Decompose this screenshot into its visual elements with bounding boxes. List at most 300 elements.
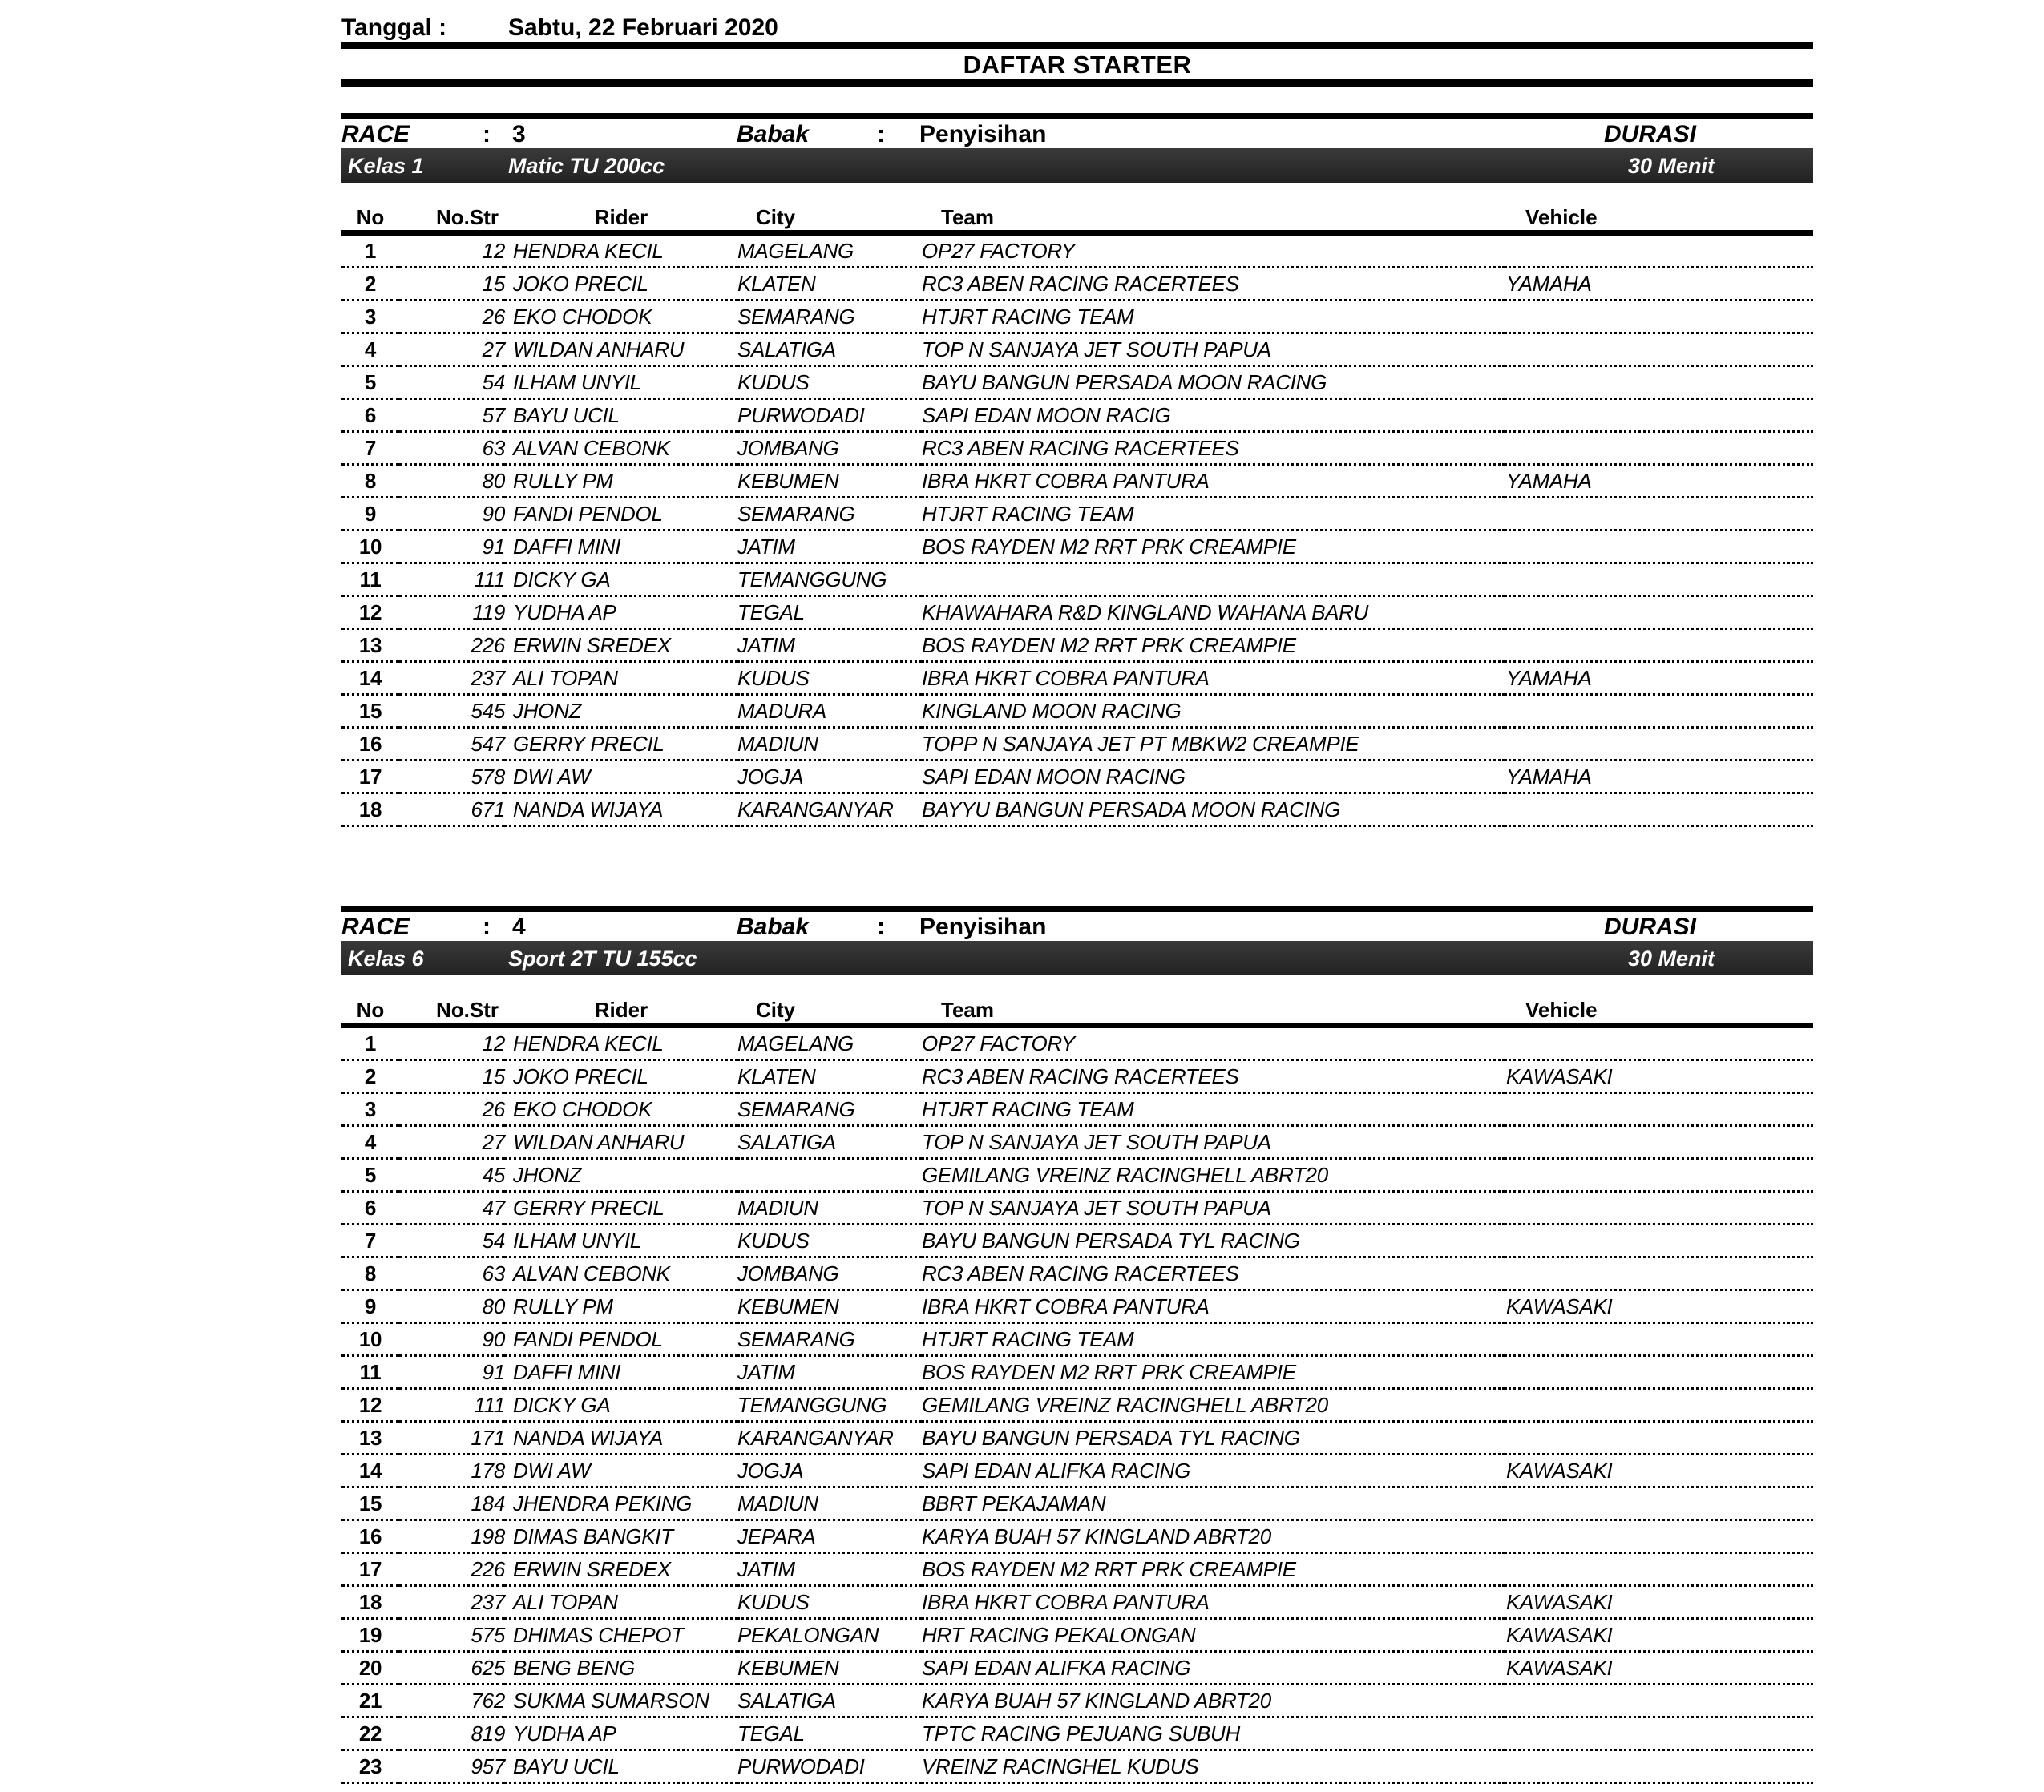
rider-name: ERWIN SREDEX (505, 629, 737, 662)
race-section-3 (341, 113, 1813, 827)
start-number: 575 (399, 1619, 505, 1652)
rider-name: JOKO PRECIL (505, 1060, 737, 1093)
row-no: 5 (341, 1159, 399, 1192)
city: SALATIGA (737, 1685, 922, 1717)
babak-value: Penyisihan (919, 914, 1047, 940)
city: MAGELANG (737, 233, 922, 268)
table-row (341, 366, 1813, 399)
start-number: 27 (399, 333, 505, 366)
vehicle (1505, 695, 1813, 728)
column-header-nostr: No.Str (399, 205, 505, 233)
table-row (341, 1159, 1813, 1192)
table-row (341, 1619, 1813, 1652)
rider-name: DICKY GA (505, 1389, 737, 1422)
city: MADIUN (737, 1487, 922, 1520)
row-no: 4 (341, 333, 399, 366)
row-no: 13 (341, 1422, 399, 1455)
rider-name: JOKO PRECIL (505, 268, 737, 301)
table-row (341, 498, 1813, 531)
divider-line (341, 79, 1813, 87)
vehicle (1505, 629, 1813, 662)
vehicle (1505, 531, 1813, 563)
start-number: 625 (399, 1652, 505, 1685)
team: HRT RACING PEKALONGAN (922, 1619, 1505, 1652)
vehicle (1505, 1026, 1813, 1060)
vehicle: KAWASAKI (1505, 1619, 1813, 1652)
team: SAPI EDAN ALIFKA RACING (922, 1652, 1505, 1685)
vehicle (1505, 1093, 1813, 1126)
row-no: 5 (341, 366, 399, 399)
table-row (341, 268, 1813, 301)
city: KUDUS (737, 1586, 922, 1619)
rider-name: ALI TOPAN (505, 662, 737, 695)
vehicle (1505, 1159, 1813, 1192)
team: KINGLAND MOON RACING (922, 695, 1505, 728)
vehicle: YAMAHA (1505, 761, 1813, 793)
row-no: 8 (341, 465, 399, 498)
team: SAPI EDAN MOON RACIG (922, 399, 1505, 432)
durasi-label: DURASI (1604, 121, 1697, 147)
race-header (341, 119, 1813, 148)
city: SEMARANG (737, 498, 922, 531)
team: RC3 ABEN RACING RACERTEES (922, 1060, 1505, 1093)
race-label: RACE (341, 121, 410, 147)
start-number: 226 (399, 629, 505, 662)
row-no: 11 (341, 563, 399, 596)
rider-name: ERWIN SREDEX (505, 1553, 737, 1586)
column-header-no: No (341, 205, 399, 233)
table-row (341, 1026, 1813, 1060)
table-row (341, 793, 1813, 826)
vehicle (1505, 498, 1813, 531)
vehicle (1505, 233, 1813, 268)
team: BOS RAYDEN M2 RRT PRK CREAMPIE (922, 629, 1505, 662)
city: SALATIGA (737, 1126, 922, 1159)
row-no: 17 (341, 1553, 399, 1586)
start-number: 80 (399, 1290, 505, 1323)
start-number: 762 (399, 1685, 505, 1717)
colon: : (877, 914, 885, 940)
vehicle: KAWASAKI (1505, 1652, 1813, 1685)
city: KEBUMEN (737, 465, 922, 498)
row-no: 16 (341, 728, 399, 761)
city: KARANGANYAR (737, 793, 922, 826)
document-sheet (341, 0, 1813, 1784)
row-no: 20 (341, 1652, 399, 1685)
start-number: 45 (399, 1159, 505, 1192)
row-no: 1 (341, 1026, 399, 1060)
city: KLATEN (737, 1060, 922, 1093)
row-no: 7 (341, 1225, 399, 1257)
city: JATIM (737, 1553, 922, 1586)
race-header (341, 912, 1813, 941)
row-no: 23 (341, 1750, 399, 1783)
vehicle (1505, 432, 1813, 465)
row-no: 14 (341, 1455, 399, 1487)
vehicle (1505, 1717, 1813, 1750)
date-row (341, 0, 1813, 42)
team: BBRT PEKAJAMAN (922, 1487, 1505, 1520)
rider-name: ILHAM UNYIL (505, 1225, 737, 1257)
row-no: 13 (341, 629, 399, 662)
start-number: 171 (399, 1422, 505, 1455)
race-number: 4 (512, 914, 526, 940)
table-row (341, 1553, 1813, 1586)
team: RC3 ABEN RACING RACERTEES (922, 432, 1505, 465)
rider-name: DIMAS BANGKIT (505, 1520, 737, 1553)
class-duration: 30 Menit (1627, 946, 1715, 971)
row-no: 1 (341, 233, 399, 268)
table-row (341, 596, 1813, 629)
team: BAYYU BANGUN PERSADA MOON RACING (922, 793, 1505, 826)
row-no: 21 (341, 1685, 399, 1717)
table-row (341, 1356, 1813, 1389)
class-bar (341, 148, 1813, 183)
team: SAPI EDAN MOON RACING (922, 761, 1505, 793)
class-label: Kelas 6 (348, 946, 424, 971)
class-duration: 30 Menit (1627, 154, 1715, 178)
section-top-border (341, 906, 1813, 912)
durasi-label: DURASI (1604, 914, 1697, 940)
team: OP27 FACTORY (922, 233, 1505, 268)
vehicle (1505, 1257, 1813, 1290)
column-header-city: City (737, 998, 922, 1026)
city: PEKALONGAN (737, 1619, 922, 1652)
row-no: 6 (341, 1192, 399, 1225)
team: BOS RAYDEN M2 RRT PRK CREAMPIE (922, 1553, 1505, 1586)
vehicle (1505, 301, 1813, 333)
vehicle: KAWASAKI (1505, 1060, 1813, 1093)
city: MADIUN (737, 728, 922, 761)
table-row (341, 695, 1813, 728)
row-no: 11 (341, 1356, 399, 1389)
table-row (341, 465, 1813, 498)
city: KLATEN (737, 268, 922, 301)
table-row (341, 1750, 1813, 1783)
row-no: 9 (341, 1290, 399, 1323)
vehicle (1505, 1225, 1813, 1257)
row-no: 2 (341, 268, 399, 301)
column-header-team: Team (922, 205, 1505, 233)
team: TOP N SANJAYA JET SOUTH PAPUA (922, 333, 1505, 366)
city: TEGAL (737, 596, 922, 629)
row-no: 3 (341, 301, 399, 333)
table-row (341, 531, 1813, 563)
table-row (341, 1487, 1813, 1520)
row-no: 14 (341, 662, 399, 695)
table-row (341, 761, 1813, 793)
team: GEMILANG VREINZ RACINGHELL ABRT20 (922, 1389, 1505, 1422)
start-number: 184 (399, 1487, 505, 1520)
team: BAYU BANGUN PERSADA MOON RACING (922, 366, 1505, 399)
city: KUDUS (737, 1225, 922, 1257)
rider-name: DWI AW (505, 761, 737, 793)
city: PURWODADI (737, 1750, 922, 1783)
table-row (341, 233, 1813, 268)
class-name: Sport 2T TU 155cc (508, 946, 697, 971)
team: TOP N SANJAYA JET SOUTH PAPUA (922, 1192, 1505, 1225)
race-section-4 (341, 906, 1813, 1784)
class-label: Kelas 1 (348, 154, 424, 178)
team: BOS RAYDEN M2 RRT PRK CREAMPIE (922, 1356, 1505, 1389)
team: TOP N SANJAYA JET SOUTH PAPUA (922, 1126, 1505, 1159)
row-no: 2 (341, 1060, 399, 1093)
team: IBRA HKRT COBRA PANTURA (922, 662, 1505, 695)
vehicle (1505, 366, 1813, 399)
row-no: 8 (341, 1257, 399, 1290)
start-number: 26 (399, 1093, 505, 1126)
row-no: 22 (341, 1717, 399, 1750)
date-label: Tanggal : (341, 14, 447, 41)
column-header-no: No (341, 998, 399, 1026)
start-number: 178 (399, 1455, 505, 1487)
team: HTJRT RACING TEAM (922, 1093, 1505, 1126)
row-no: 4 (341, 1126, 399, 1159)
date-value: Sabtu, 22 Februari 2020 (508, 14, 778, 41)
table-header-row (341, 205, 1813, 233)
section-top-border (341, 113, 1813, 119)
row-no: 3 (341, 1093, 399, 1126)
vehicle (1505, 399, 1813, 432)
city (737, 1159, 922, 1192)
rider-name: DWI AW (505, 1455, 737, 1487)
vehicle (1505, 563, 1813, 596)
vehicle (1505, 1553, 1813, 1586)
start-number: 119 (399, 596, 505, 629)
rider-name: EKO CHODOK (505, 1093, 737, 1126)
city: SEMARANG (737, 301, 922, 333)
table-row (341, 1290, 1813, 1323)
city: PURWODADI (737, 399, 922, 432)
column-header-rider: Rider (505, 205, 737, 233)
row-no: 16 (341, 1520, 399, 1553)
table-row (341, 399, 1813, 432)
row-no: 17 (341, 761, 399, 793)
table-row (341, 1422, 1813, 1455)
start-number: 47 (399, 1192, 505, 1225)
spacer (341, 87, 1813, 113)
table-row (341, 1685, 1813, 1717)
vehicle (1505, 1750, 1813, 1783)
rider-name: DAFFI MINI (505, 1356, 737, 1389)
column-header-rider: Rider (505, 998, 737, 1026)
table-row (341, 1586, 1813, 1619)
row-no: 10 (341, 531, 399, 563)
city: TEMANGGUNG (737, 563, 922, 596)
start-number: 957 (399, 1750, 505, 1783)
start-number: 226 (399, 1553, 505, 1586)
rider-name: HENDRA KECIL (505, 1026, 737, 1060)
starter-table-race-3 (341, 205, 1813, 827)
start-number: 671 (399, 793, 505, 826)
vehicle: KAWASAKI (1505, 1455, 1813, 1487)
vehicle (1505, 1685, 1813, 1717)
rider-name: FANDI PENDOL (505, 498, 737, 531)
table-row (341, 1225, 1813, 1257)
table-row (341, 563, 1813, 596)
colon: : (877, 121, 885, 147)
babak-label: Babak (737, 121, 810, 147)
city: MADURA (737, 695, 922, 728)
rider-name: ILHAM UNYIL (505, 366, 737, 399)
city: SEMARANG (737, 1323, 922, 1356)
vehicle (1505, 1323, 1813, 1356)
team: HTJRT RACING TEAM (922, 498, 1505, 531)
start-number: 111 (399, 563, 505, 596)
city: JOMBANG (737, 432, 922, 465)
city: JOMBANG (737, 1257, 922, 1290)
row-no: 18 (341, 793, 399, 826)
row-no: 19 (341, 1619, 399, 1652)
column-header-vehicle: Vehicle (1505, 998, 1813, 1026)
table-row (341, 333, 1813, 366)
rider-name: GERRY PRECIL (505, 1192, 737, 1225)
vehicle (1505, 333, 1813, 366)
start-number: 63 (399, 1257, 505, 1290)
start-number: 26 (399, 301, 505, 333)
rider-name: JHONZ (505, 1159, 737, 1192)
team: IBRA HKRT COBRA PANTURA (922, 1290, 1505, 1323)
team: BAYU BANGUN PERSADA TYL RACING (922, 1225, 1505, 1257)
rider-name: RULLY PM (505, 465, 737, 498)
table-row (341, 1257, 1813, 1290)
team: RC3 ABEN RACING RACERTEES (922, 1257, 1505, 1290)
class-bar (341, 941, 1813, 975)
row-no: 12 (341, 1389, 399, 1422)
class-name: Matic TU 200cc (508, 154, 665, 178)
rider-name: BAYU UCIL (505, 1750, 737, 1783)
table-row (341, 728, 1813, 761)
colon: : (483, 121, 491, 147)
row-no: 15 (341, 695, 399, 728)
rider-name: YUDHA AP (505, 1717, 737, 1750)
team (922, 563, 1505, 596)
team: HTJRT RACING TEAM (922, 301, 1505, 333)
rider-name: RULLY PM (505, 1290, 737, 1323)
city: MADIUN (737, 1192, 922, 1225)
colon: : (483, 914, 491, 940)
table-row (341, 662, 1813, 695)
table-row (341, 1652, 1813, 1685)
vehicle (1505, 1487, 1813, 1520)
city: JOGJA (737, 1455, 922, 1487)
start-number: 54 (399, 366, 505, 399)
city: KUDUS (737, 662, 922, 695)
rider-name: NANDA WIJAYA (505, 1422, 737, 1455)
row-no: 7 (341, 432, 399, 465)
table-row (341, 1389, 1813, 1422)
team: KARYA BUAH 57 KINGLAND ABRT20 (922, 1685, 1505, 1717)
start-number: 27 (399, 1126, 505, 1159)
vehicle (1505, 1126, 1813, 1159)
starter-table-race-4 (341, 998, 1813, 1784)
row-no: 9 (341, 498, 399, 531)
vehicle (1505, 728, 1813, 761)
column-header-nostr: No.Str (399, 998, 505, 1026)
race-number: 3 (512, 121, 526, 147)
start-number: 237 (399, 662, 505, 695)
vehicle: KAWASAKI (1505, 1586, 1813, 1619)
vehicle: KAWASAKI (1505, 1290, 1813, 1323)
race-label: RACE (341, 914, 410, 940)
rider-name: FANDI PENDOL (505, 1323, 737, 1356)
row-no: 6 (341, 399, 399, 432)
start-number: 90 (399, 1323, 505, 1356)
city: TEGAL (737, 1717, 922, 1750)
team: RC3 ABEN RACING RACERTEES (922, 268, 1505, 301)
start-number: 54 (399, 1225, 505, 1257)
start-number: 819 (399, 1717, 505, 1750)
rider-name: JHENDRA PEKING (505, 1487, 737, 1520)
team: BOS RAYDEN M2 RRT PRK CREAMPIE (922, 531, 1505, 563)
rider-name: NANDA WIJAYA (505, 793, 737, 826)
city: MAGELANG (737, 1026, 922, 1060)
start-number: 547 (399, 728, 505, 761)
start-number: 111 (399, 1389, 505, 1422)
rider-name: BENG BENG (505, 1652, 737, 1685)
divider-line (341, 42, 1813, 49)
column-header-city: City (737, 205, 922, 233)
page-title: DAFTAR STARTER (963, 50, 1192, 79)
city: KUDUS (737, 366, 922, 399)
start-number: 57 (399, 399, 505, 432)
rider-name: SUKMA SUMARSON (505, 1685, 737, 1717)
row-no: 15 (341, 1487, 399, 1520)
rider-name: GERRY PRECIL (505, 728, 737, 761)
start-number: 545 (399, 695, 505, 728)
vehicle: YAMAHA (1505, 465, 1813, 498)
start-number: 15 (399, 1060, 505, 1093)
rider-name: BAYU UCIL (505, 399, 737, 432)
rider-name: ALVAN CEBONK (505, 1257, 737, 1290)
city: SEMARANG (737, 1093, 922, 1126)
table-row (341, 1455, 1813, 1487)
rider-name: YUDHA AP (505, 596, 737, 629)
column-header-vehicle: Vehicle (1505, 205, 1813, 233)
vehicle (1505, 1422, 1813, 1455)
city: JEPARA (737, 1520, 922, 1553)
table-row (341, 1717, 1813, 1750)
table-row (341, 1520, 1813, 1553)
team: BAYU BANGUN PERSADA TYL RACING (922, 1422, 1505, 1455)
rider-name: DICKY GA (505, 563, 737, 596)
city: JOGJA (737, 761, 922, 793)
city: KARANGANYAR (737, 1422, 922, 1455)
rider-name: WILDAN ANHARU (505, 1126, 737, 1159)
city: KEBUMEN (737, 1290, 922, 1323)
start-number: 90 (399, 498, 505, 531)
vehicle (1505, 596, 1813, 629)
team: KARYA BUAH 57 KINGLAND ABRT20 (922, 1520, 1505, 1553)
start-number: 12 (399, 233, 505, 268)
city: JATIM (737, 629, 922, 662)
city: TEMANGGUNG (737, 1389, 922, 1422)
table-row (341, 629, 1813, 662)
rider-name: ALVAN CEBONK (505, 432, 737, 465)
rider-name: ALI TOPAN (505, 1586, 737, 1619)
start-number: 91 (399, 531, 505, 563)
table-row (341, 1060, 1813, 1093)
table-row (341, 1126, 1813, 1159)
rider-name: JHONZ (505, 695, 737, 728)
start-number: 63 (399, 432, 505, 465)
rider-name: DHIMAS CHEPOT (505, 1619, 737, 1652)
team: IBRA HKRT COBRA PANTURA (922, 465, 1505, 498)
vehicle (1505, 1389, 1813, 1422)
city: JATIM (737, 1356, 922, 1389)
vehicle (1505, 793, 1813, 826)
team: IBRA HKRT COBRA PANTURA (922, 1586, 1505, 1619)
